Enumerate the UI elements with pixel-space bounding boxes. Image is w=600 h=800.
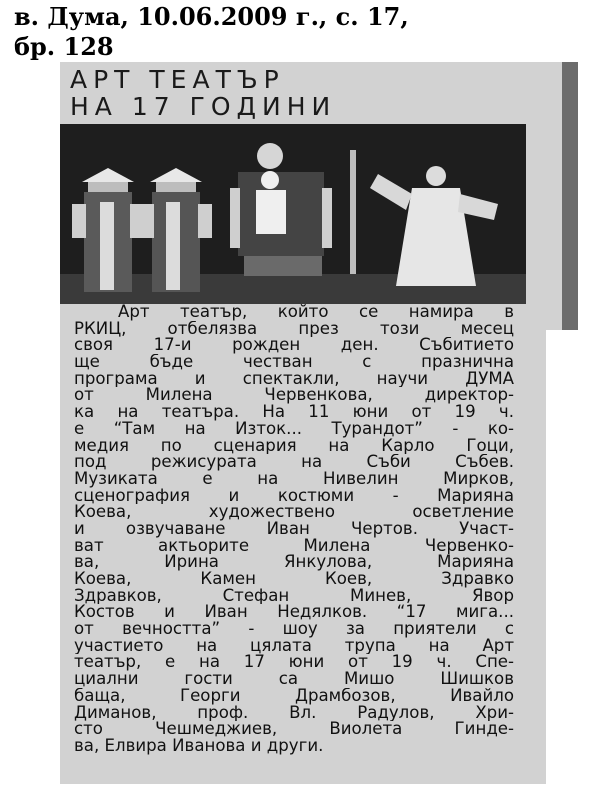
- clipping-scan-edge: [562, 62, 578, 330]
- source-line-1: в. Дума, 10.06.2009 г., с. 17,: [14, 2, 409, 31]
- clipping-margin: [546, 62, 562, 330]
- article-line: своя 17-и рожден ден. Събитието: [74, 337, 514, 355]
- article-line: Диманов, проф. Вл. Радулов, Хри-: [74, 704, 514, 722]
- newspaper-source-citation: [14, 2, 574, 62]
- article-line: участието на цялата трупа на Арт: [74, 637, 514, 655]
- theatre-stage-photo: [60, 124, 526, 304]
- headline-line-2: НА 17 ГОДИНИ: [70, 92, 337, 121]
- article-line: Коева, Камен Коев, Здравко: [74, 571, 514, 588]
- article-line: баща, Георги Драмбозов, Ивайло: [74, 687, 514, 705]
- article-line: Костов и Иван Недялков. “17 мига...: [74, 604, 514, 622]
- headline-line-1: АРТ ТЕАТЪР: [70, 65, 285, 94]
- article-line: и озвучаване Иван Чертов. Участ-: [74, 520, 514, 538]
- article-line: ват актьорите Милена Червенко-: [74, 537, 514, 555]
- article-line: циални гости са Мишо Шишков: [74, 671, 514, 688]
- article-line: Музиката е на Нивелин Мирков,: [74, 470, 514, 488]
- article-line: ка на театъра. На 11 юни от 19 ч.: [74, 404, 514, 421]
- article-line: РКИЦ, отбелязва през този месец: [74, 320, 514, 338]
- article-line: сто Чешмеджиев, Виолета Гинде-: [74, 721, 514, 738]
- article-headline: [70, 66, 540, 120]
- article-line: програма и спектакли, научи ДУМА: [74, 370, 514, 388]
- article-line: Арт театър, който се намира в: [118, 304, 514, 321]
- article-line: е “Там на Изток... Турандот” - ко-: [74, 420, 514, 438]
- article-line: сценография и костюми - Марияна: [74, 487, 514, 505]
- article-line: ва, Елвира Иванова и други.: [74, 737, 324, 755]
- article-line: Коева, художествено осветление: [74, 504, 514, 521]
- article-body: [74, 304, 514, 755]
- article-line: под режисурата на Съби Събев.: [74, 454, 514, 471]
- article-line: театър, е на 17 юни от 19 ч. Спе-: [74, 654, 514, 672]
- article-line: Здравков, Стефан Минев, Явор: [74, 587, 514, 605]
- article-line: ва, Ирина Янкулова, Марияна: [74, 554, 514, 571]
- article-line: ще бъде честван с празнична: [74, 354, 514, 371]
- article-line: от Милена Червенкова, директор-: [74, 387, 514, 405]
- source-line-2: бр. 128: [14, 32, 114, 61]
- article-line: медия по сценария на Карло Гоци,: [74, 437, 514, 455]
- article-line: от вечността” - шоу за приятели с: [74, 621, 514, 638]
- stage-banner: [350, 150, 356, 274]
